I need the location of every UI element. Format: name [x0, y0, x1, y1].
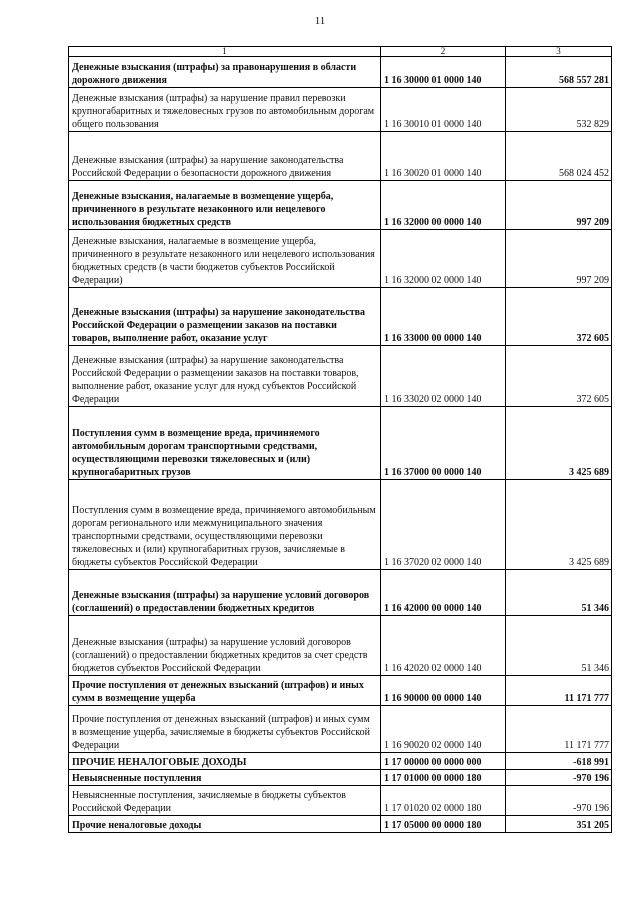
revenue-name-cell: Денежные взыскания (штрафы) за нарушение условий договоров (соглашений) о предоставлении бюджетных кредитов за счет средств бюджетов субъектов Российской Федерации	[69, 616, 381, 676]
table-row	[69, 346, 612, 407]
revenue-table-body	[69, 47, 612, 833]
budget-code-cell: 1 17 05000 00 0000 180	[381, 816, 506, 833]
budget-code-cell: 1 16 42020 02 0000 140	[381, 616, 506, 676]
table-row	[69, 770, 612, 786]
budget-code-cell: 1 16 33000 00 0000 140	[381, 288, 506, 346]
table-row	[69, 88, 612, 132]
table-row	[69, 706, 612, 753]
revenue-name-cell: Денежные взыскания, налагаемые в возмещение ущерба, причиненного в результате незаконного или нецелевого использования бюджетных средств (в части бюджетов субъектов Российской Федерации)	[69, 230, 381, 288]
table-row	[69, 407, 612, 480]
budget-code-cell: 1 16 30010 01 0000 140	[381, 88, 506, 132]
revenue-name-cell: Поступления сумм в возмещение вреда, причиняемого автомобильным дорогам регионального или межмуниципального значения транспортными средствами, осуществляющими перевозки тяжеловесных и (или) крупногабаритных грузов, зачисляемые в бюджеты субъектов Российской Федерации	[69, 480, 381, 570]
table-row	[69, 570, 612, 616]
table-row	[69, 132, 612, 181]
header-col-2: 2	[381, 47, 506, 57]
budget-code-cell: 1 17 01020 02 0000 180	[381, 786, 506, 816]
revenue-name-cell: Прочие поступления от денежных взысканий (штрафов) и иных сумм в возмещение ущерба, зачисляемые в бюджеты субъектов Российской Федерации	[69, 706, 381, 753]
amount-cell: 3 425 689	[506, 480, 612, 570]
table-row	[69, 676, 612, 706]
revenue-name-cell: Прочие неналоговые доходы	[69, 816, 381, 833]
budget-code-cell: 1 16 30000 01 0000 140	[381, 57, 506, 88]
revenue-name-cell: Денежные взыскания (штрафы) за нарушение законодательства Российской Федерации о размещении заказов на поставки товаров, выполнение работ, оказание услуг	[69, 288, 381, 346]
revenue-name-cell: Денежные взыскания (штрафы) за нарушение условий договоров (соглашений) о предоставлении бюджетных кредитов	[69, 570, 381, 616]
amount-cell: 997 209	[506, 181, 612, 230]
amount-cell: 11 171 777	[506, 676, 612, 706]
budget-code-cell: 1 16 32000 00 0000 140	[381, 181, 506, 230]
table-row	[69, 816, 612, 833]
revenue-name-cell: Денежные взыскания, налагаемые в возмещение ущерба, причиненного в результате незаконного или нецелевого использования бюджетных средств	[69, 181, 381, 230]
amount-cell: 568 557 281	[506, 57, 612, 88]
revenue-name-cell: Прочие поступления от денежных взысканий (штрафов) и иных сумм в возмещение ущерба	[69, 676, 381, 706]
revenue-name-cell: ПРОЧИЕ НЕНАЛОГОВЫЕ ДОХОДЫ	[69, 753, 381, 770]
header-col-3: 3	[506, 47, 612, 57]
revenue-name-cell: Денежные взыскания (штрафы) за нарушение законодательства Российской Федерации о размещении заказов на поставки товаров, выполнение работ, оказание услуг для нужд субъектов Российской Федерации	[69, 346, 381, 407]
revenue-name-cell: Поступления сумм в возмещение вреда, причиняемого автомобильным дорогам транспортными средствами, осуществляющими перевозки тяжеловесных и (или) крупногабаритных грузов	[69, 407, 381, 480]
budget-code-cell: 1 17 01000 00 0000 180	[381, 770, 506, 786]
revenue-name-cell: Денежные взыскания (штрафы) за нарушение законодательства Российской Федерации о безопасности дорожного движения	[69, 132, 381, 181]
budget-code-cell: 1 16 37000 00 0000 140	[381, 407, 506, 480]
table-header-row	[69, 47, 612, 57]
amount-cell: 3 425 689	[506, 407, 612, 480]
amount-cell: -970 196	[506, 770, 612, 786]
budget-code-cell: 1 16 30020 01 0000 140	[381, 132, 506, 181]
amount-cell: 51 346	[506, 616, 612, 676]
table-row	[69, 230, 612, 288]
amount-cell: 51 346	[506, 570, 612, 616]
amount-cell: 372 605	[506, 346, 612, 407]
table-row	[69, 786, 612, 816]
amount-cell: 997 209	[506, 230, 612, 288]
amount-cell: -618 991	[506, 753, 612, 770]
budget-code-cell: 1 16 42000 00 0000 140	[381, 570, 506, 616]
amount-cell: -970 196	[506, 786, 612, 816]
amount-cell: 351 205	[506, 816, 612, 833]
table-row	[69, 288, 612, 346]
budget-code-cell: 1 16 37020 02 0000 140	[381, 480, 506, 570]
table-row	[69, 616, 612, 676]
amount-cell: 11 171 777	[506, 706, 612, 753]
amount-cell: 532 829	[506, 88, 612, 132]
revenue-name-cell: Денежные взыскания (штрафы) за нарушение правил перевозки крупногабаритных и тяжеловесных грузов по автомобильным дорогам общего пользования	[69, 88, 381, 132]
revenue-name-cell: Невыясненные поступления, зачисляемые в бюджеты субъектов Российской Федерации	[69, 786, 381, 816]
budget-code-cell: 1 16 32000 02 0000 140	[381, 230, 506, 288]
header-col-1: 1	[69, 47, 381, 57]
amount-cell: 372 605	[506, 288, 612, 346]
revenue-table	[68, 46, 612, 833]
budget-code-cell: 1 16 90000 00 0000 140	[381, 676, 506, 706]
budget-code-cell: 1 16 33020 02 0000 140	[381, 346, 506, 407]
table-row	[69, 480, 612, 570]
budget-code-cell: 1 16 90020 02 0000 140	[381, 706, 506, 753]
revenue-name-cell: Невыясненные поступления	[69, 770, 381, 786]
page-number: 11	[314, 15, 326, 27]
budget-code-cell: 1 17 00000 00 0000 000	[381, 753, 506, 770]
table-row	[69, 57, 612, 88]
table-row	[69, 753, 612, 770]
amount-cell: 568 024 452	[506, 132, 612, 181]
revenue-name-cell: Денежные взыскания (штрафы) за правонарушения в области дорожного движения	[69, 57, 381, 88]
table-row	[69, 181, 612, 230]
